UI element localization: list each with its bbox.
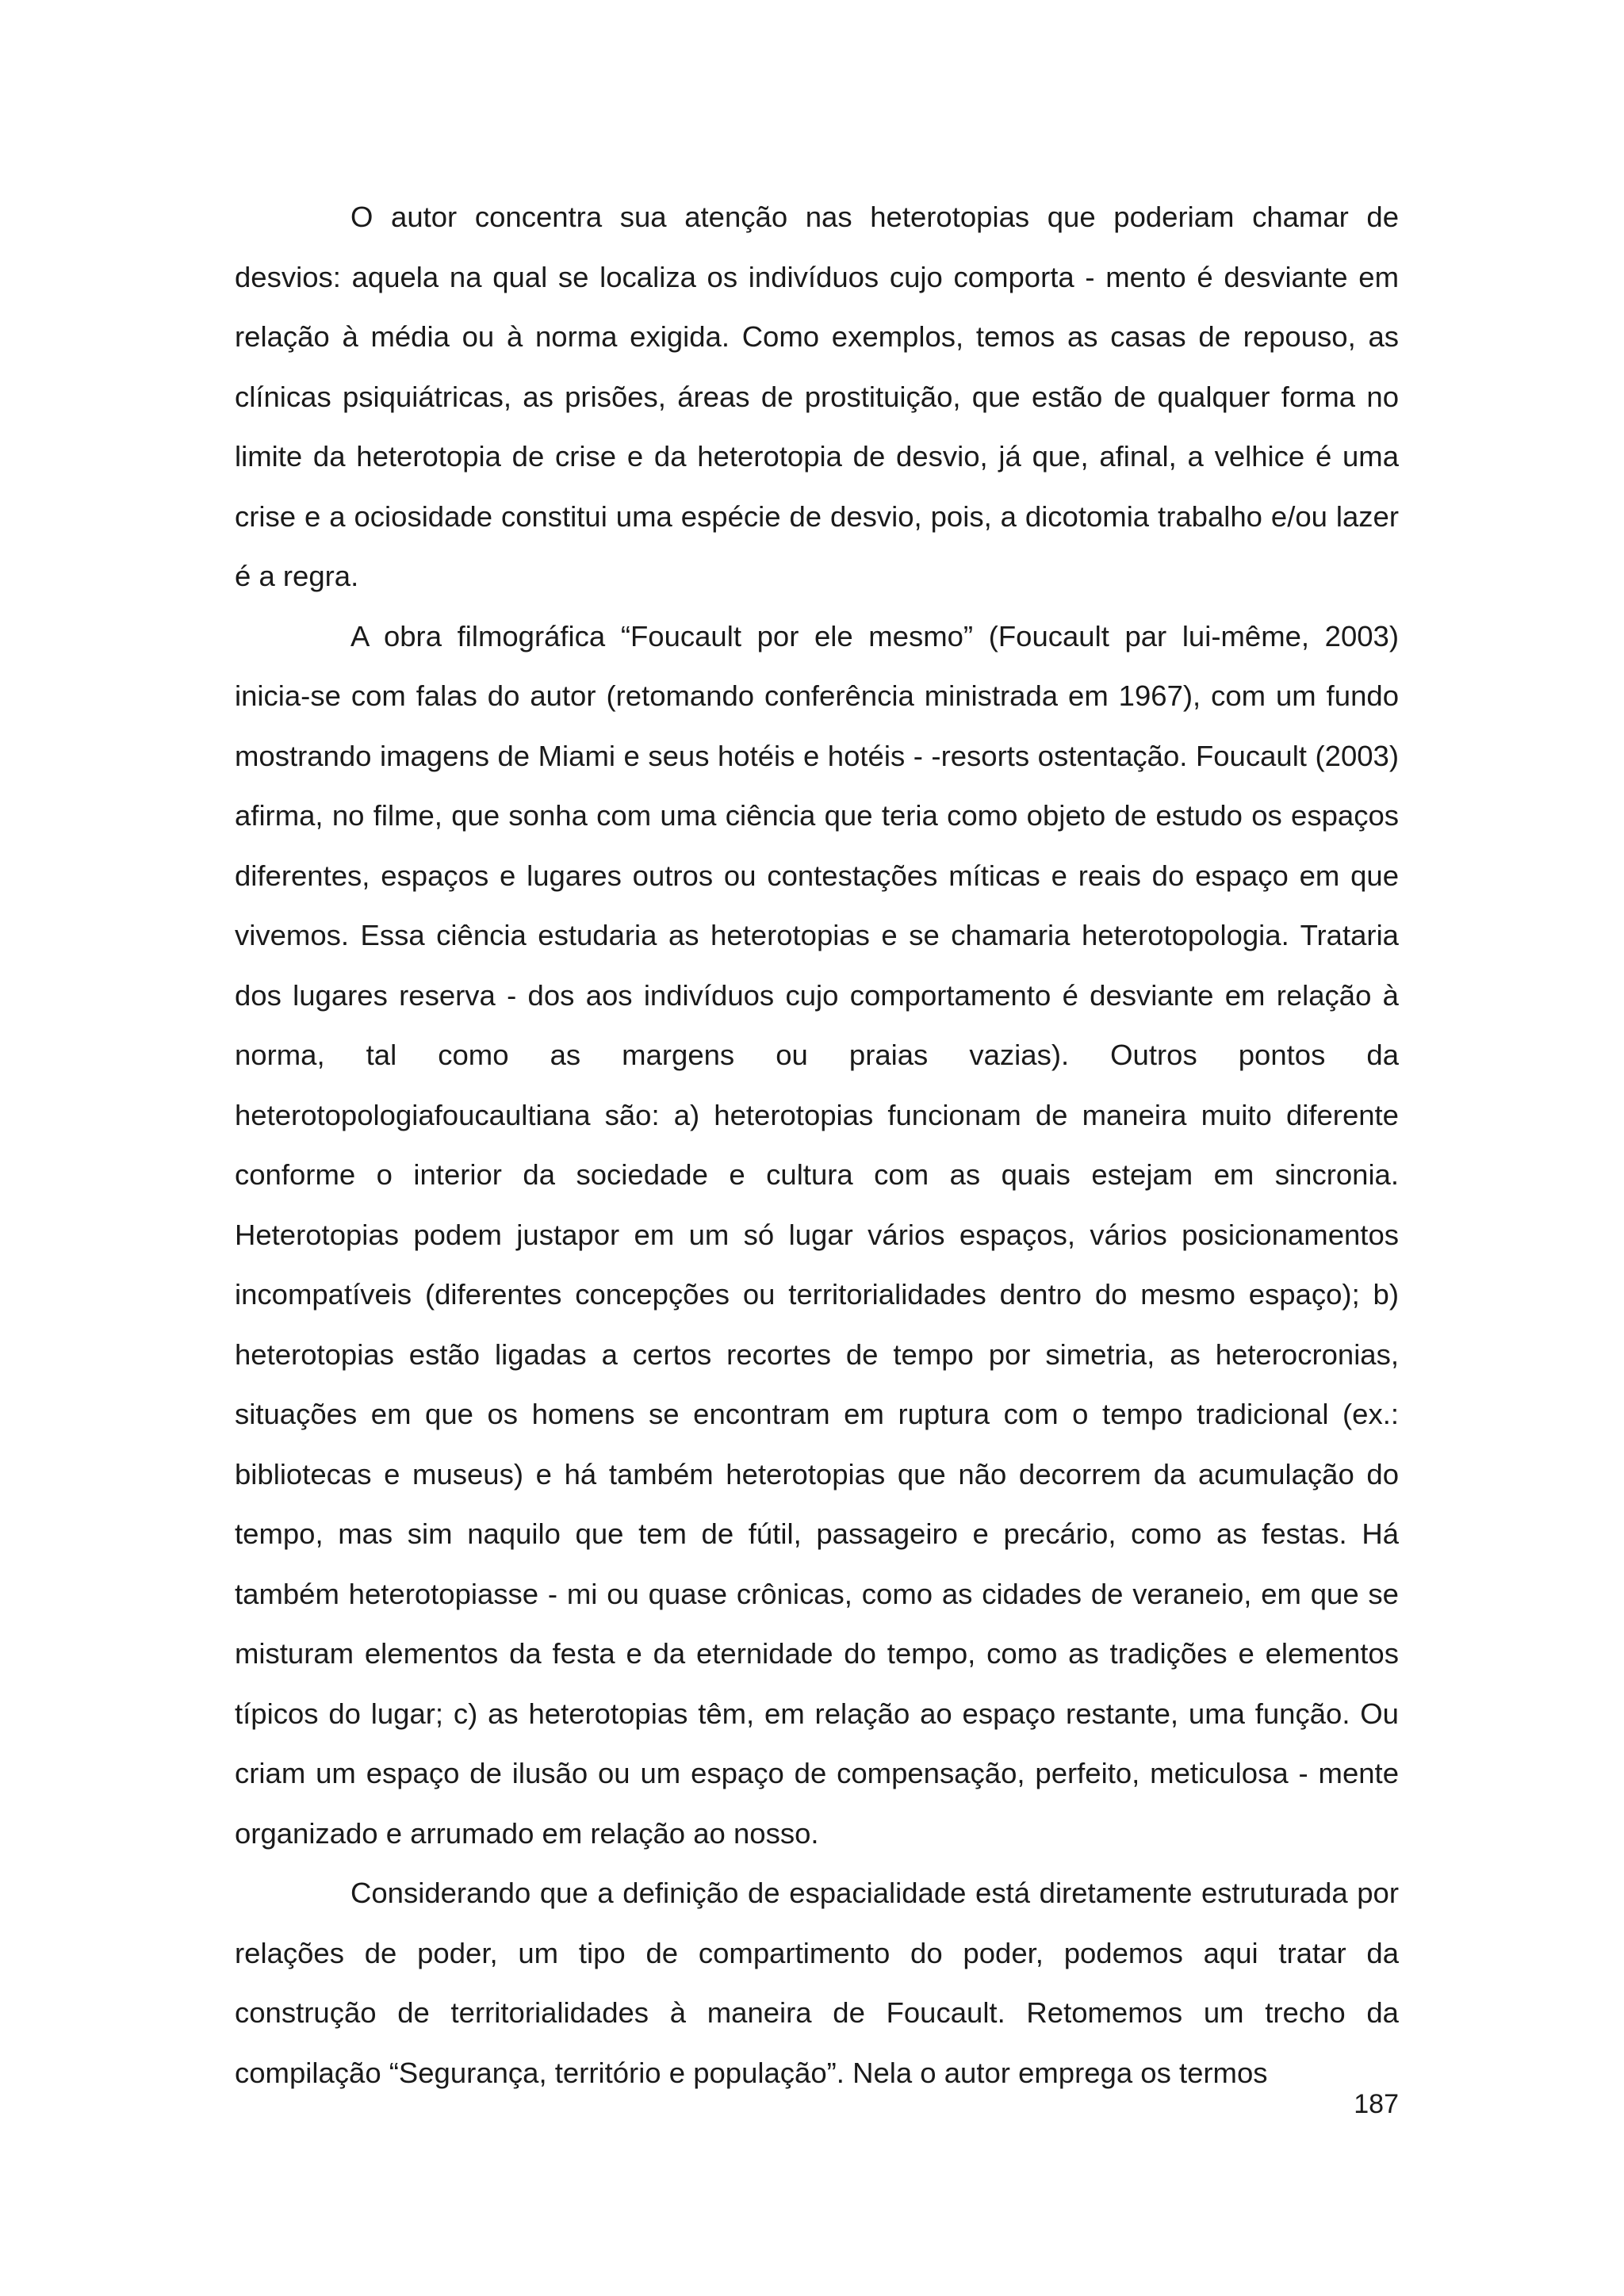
paragraph-foucault-film: A obra filmográfica “Foucault por ele mesmo” (Foucault par lui-même, 2003) inicia-se com falas do autor (retomando conferência ministrada em 1967), com um fundo mostrando imagens de Miami e seus hotéis e hotéis - -resorts ostentação. Foucault (2003) afirma, no filme, que sonha com uma ciência que teria como objeto de estudo os espaços diferentes, espaços e lugares outros ou contestações míticas e reais do espaço em que vivemos. Essa ciência estudaria as heterotopias e se chamaria heterotopologia. Trataria dos lugares reserva - dos aos indivíduos cujo comportamento é desviante em relação à norma, tal como as margens ou praias vazias). Outros pontos da heterotopologiafoucaultiana são: a) heterotopias funcionam de maneira muito diferente conforme o interior da sociedade e cultura com as quais estejam em sincronia. Heterotopias podem justapor em um só lugar vários espaços, vários posicionamentos incompatíveis (diferentes concepções ou territorialidades dentro do mesmo espaço); b) heterotopias estão ligadas a certos recortes de tempo por simetria, as heterocronias, situações em que os homens se encontram em ruptura com o tempo tradicional (ex.: bibliotecas e museus) e há também heterotopias que não decorrem da acumulação do tempo, mas sim naquilo que tem de fútil, passageiro e precário, como as festas. Há também heterotopiasse - mi ou quase crônicas, como as cidades de veraneio, em que se misturam elementos da festa e da eternidade do tempo, como as tradições e elementos típicos do lugar; c) as heterotopias têm, em relação ao espaço restante, uma função. Ou criam um espaço de ilusão ou um espaço de compensação, perfeito, meticulosa - mente organizado e arrumado em relação ao nosso.: [235, 619, 1399, 1850]
body-text: [235, 187, 1399, 2103]
page-number: 187: [1354, 2089, 1399, 2119]
paragraph-heterotopias-desvio: O autor concentra sua atenção nas heterotopias que poderiam chamar de desvios: aquela na qual se localiza os indivíduos cujo comporta - mento é desviante em relação à média ou à norma exigida. Como exemplos, temos as casas de repouso, as clínicas psiquiátricas, as prisões, áreas de prostituição, que estão de qualquer forma no limite da heterotopia de crise e da heterotopia de desvio, já que, afinal, a velhice é uma crise e a ociosidade constitui uma espécie de desvio, pois, a dicotomia trabalho e/ou lazer é a regra.: [235, 201, 1399, 592]
paragraph-espacialidade-poder: Considerando que a definição de espacialidade está diretamente estruturada por relações de poder, um tipo de compartimento do poder, podemos aqui tratar da construção de territorialidades à maneira de Foucault. Retomemos um trecho da compilação “Segurança, território e população”. Nela o autor emprega os termos: [235, 1877, 1399, 2089]
